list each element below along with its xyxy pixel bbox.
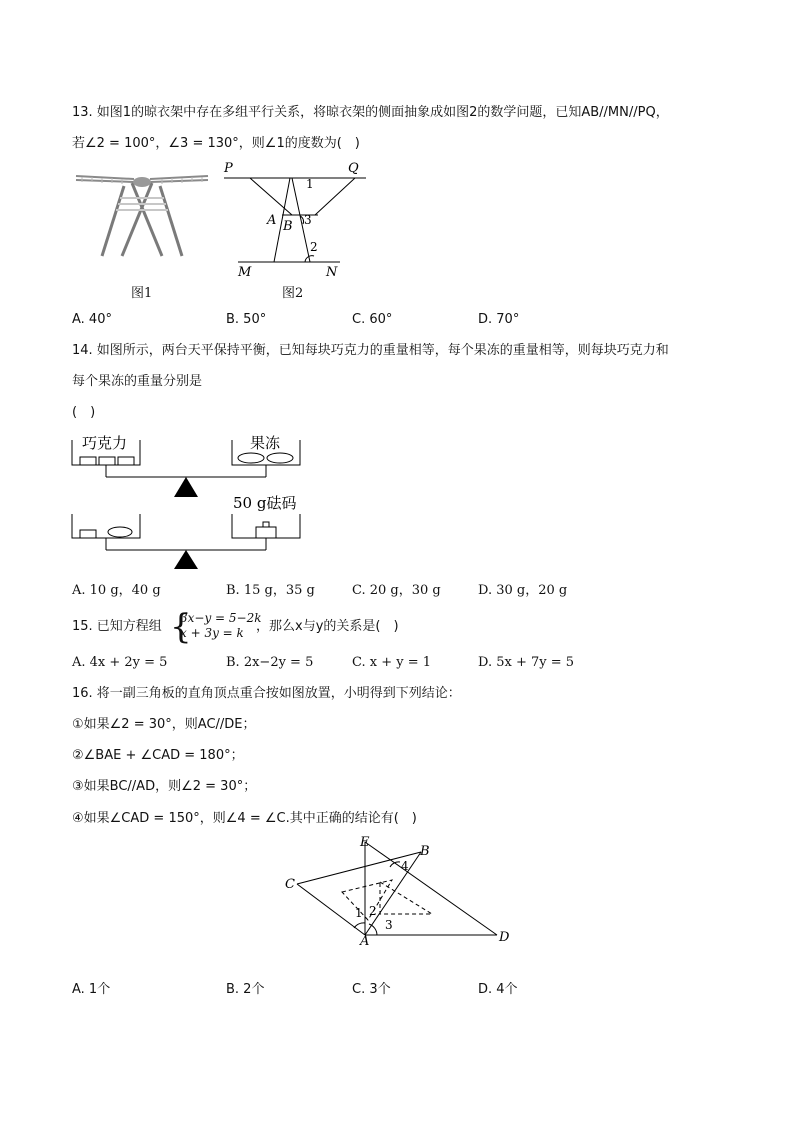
label-50g-weight: 50 g砝码 bbox=[233, 494, 297, 512]
label-B: B bbox=[420, 844, 430, 859]
label-angle-1: 1 bbox=[355, 906, 363, 920]
q13-option-c[interactable]: C. 60° bbox=[352, 312, 393, 327]
q14-stem-line2: 每个果冻的重量分别是 bbox=[72, 374, 203, 389]
q13-figure2-caption: 图2 bbox=[282, 286, 304, 301]
q15-equation-system bbox=[180, 611, 262, 641]
q16-option-d[interactable]: D. 4个 bbox=[478, 982, 518, 997]
q16-stem: 16. 将一副三角板的直角顶点重合按如图放置，小明得到下列结论： bbox=[72, 686, 461, 701]
label-angle-3: 3 bbox=[385, 918, 393, 932]
label-angle-4: 4 bbox=[401, 859, 409, 873]
label-A: A bbox=[360, 934, 370, 949]
label-angle-3: 3 bbox=[304, 213, 312, 227]
q16-conclusion-3: ③如果BC//AD，则∠2 = 30°； bbox=[72, 779, 257, 794]
q15-option-b[interactable]: B. 2x−2y = 5 bbox=[226, 655, 314, 670]
q14-option-c[interactable]: C. 20 g，30 g bbox=[352, 583, 441, 598]
q14-balance-figure bbox=[68, 428, 318, 573]
label-B: B bbox=[283, 219, 293, 234]
q13-stem-line2: 若∠2 = 100°，∠3 = 130°，则∠1的度数为( ) bbox=[72, 136, 360, 151]
q14-option-b[interactable]: B. 15 g，35 g bbox=[226, 583, 315, 598]
label-A: A bbox=[267, 213, 277, 228]
q15-option-d[interactable]: D. 5x + 7y = 5 bbox=[478, 655, 575, 670]
q16-option-c[interactable]: C. 3个 bbox=[352, 982, 391, 997]
q15-stem-prefix: 15. 已知方程组 bbox=[72, 619, 162, 634]
label-P: P bbox=[224, 161, 233, 176]
q14-stem-line1: 14. 如图所示，两台天平保持平衡，已知每块巧克力的重量相等，每个果冻的重量相等，则每块巧克力和 bbox=[72, 343, 669, 358]
q15-system-brace: { bbox=[170, 607, 192, 647]
q16-option-b[interactable]: B. 2个 bbox=[226, 982, 265, 997]
q13-figure2-geometry bbox=[220, 158, 370, 283]
label-chocolate: 巧克力 bbox=[82, 434, 128, 452]
q15-equation-2: x + 3y = k bbox=[180, 626, 244, 640]
q16-conclusion-4: ④如果∠CAD = 150°，则∠4 = ∠C.其中正确的结论有( ) bbox=[72, 811, 417, 826]
label-jelly: 果冻 bbox=[250, 434, 281, 452]
q13-figure1-caption: 图1 bbox=[131, 286, 153, 301]
label-N: N bbox=[326, 265, 338, 280]
q13-option-b[interactable]: B. 50° bbox=[226, 312, 267, 327]
q16-triangle-figure bbox=[280, 832, 520, 952]
q14-option-a[interactable]: A. 10 g，40 g bbox=[72, 583, 161, 598]
q15-option-a[interactable]: A. 4x + 2y = 5 bbox=[72, 655, 168, 670]
q15-option-c[interactable]: C. x + y = 1 bbox=[352, 655, 432, 670]
q13-stem-line1: 13. 如图1的晾衣架中存在多组平行关系，将晾衣架的侧面抽象成如图2的数学问题，已知AB//MN//PQ， bbox=[72, 105, 669, 120]
q15-stem-suffix: ，那么x与y的关系是( ) bbox=[256, 619, 399, 634]
q16-conclusion-2: ②∠BAE + ∠CAD = 180°； bbox=[72, 748, 244, 763]
label-angle-1: 1 bbox=[306, 177, 314, 191]
q16-conclusion-1: ①如果∠2 = 30°，则AC//DE； bbox=[72, 717, 256, 732]
label-M: M bbox=[238, 265, 252, 280]
label-C: C bbox=[285, 877, 295, 892]
label-angle-2: 2 bbox=[310, 240, 318, 254]
q13-option-d[interactable]: D. 70° bbox=[478, 312, 520, 327]
q16-option-a[interactable]: A. 1个 bbox=[72, 982, 111, 997]
label-angle-2: 2 bbox=[369, 904, 377, 918]
q14-stem-line3: ( ) bbox=[72, 405, 96, 420]
label-Q: Q bbox=[348, 161, 359, 176]
q15-equation-1: 3x−y = 5−2k bbox=[180, 611, 262, 625]
label-E: E bbox=[360, 835, 370, 850]
q13-figure1-clothes-rack bbox=[72, 168, 212, 268]
label-D: D bbox=[499, 930, 510, 945]
q13-option-a[interactable]: A. 40° bbox=[72, 312, 112, 327]
q14-option-d[interactable]: D. 30 g，20 g bbox=[478, 583, 568, 598]
